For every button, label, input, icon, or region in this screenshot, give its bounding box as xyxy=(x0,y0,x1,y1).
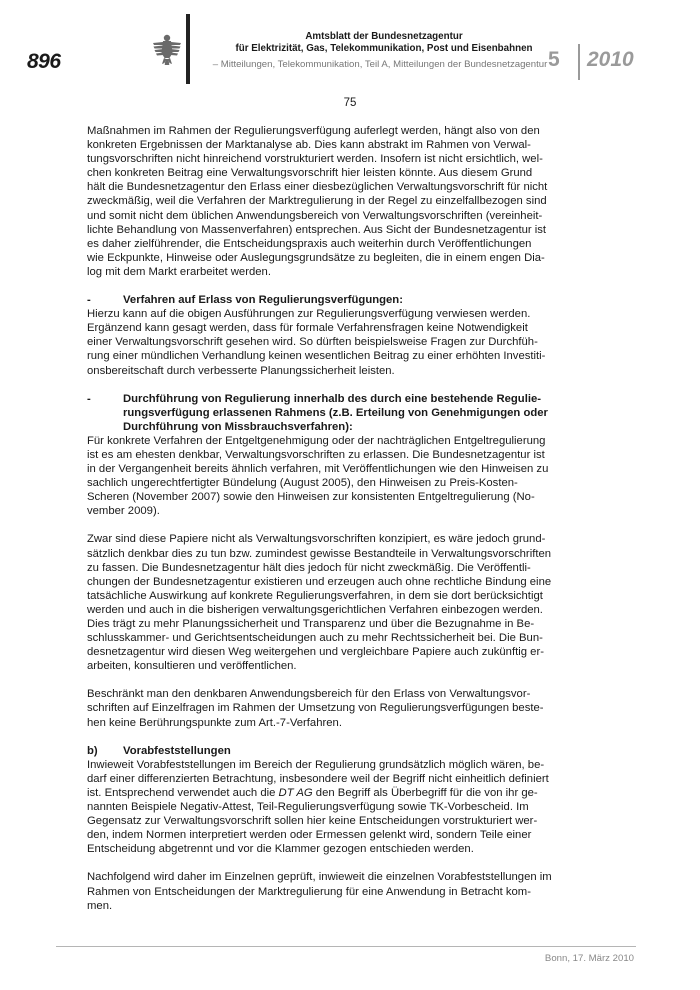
federal-eagle-icon xyxy=(152,33,182,67)
paragraph-7: Nachfolgend wird daher im Einzelnen geprüft, inwieweit die einzelnen Vorabfeststellungen im Rahmen von Entscheidungen der Marktregulierung für eine Anwendung in Betracht kom- men. xyxy=(87,871,552,912)
paragraph-4: Zwar sind diese Papiere nicht als Verwaltungsvorschriften konzipiert, es wäre jedoch grund- sätzlich denkbar dies zu tun bzw. zumindest gewisse Bestandteile in Verwaltungsvorschriften zu fassen. Die Bundesnetzagentur hält dies jedoch für nicht zweckmäßig. Die Veröffentli- chungen der Bundesnetzagentur existieren und erzeugen auch ohne rechtliche Bindung eine tatsächliche Auswirkung auf konkrete Regulierungsverfahren, in dem sie dort berücksichtigt werden und auch in die bisherigen verwaltungsgerichtlichen Verfahren einbezogen werden. Dies trägt zu mehr Planungssicherheit und Transparenz und über die Bezugnahme in Be- schlusskammer- und Gerichtsentscheidungen auch zu mehr Rechtssicherheit bei. Die Bun- desnetzagentur wird diesen Weg weitergehen und vergleichbare Papiere auch zukünftig er- arbeiten, konsultieren und veröffentlichen. xyxy=(87,533,552,673)
gazette-title xyxy=(196,31,572,54)
issue-number: 5 xyxy=(548,48,560,71)
paragraph-5: Beschränkt man den denkbaren Anwendungsbereich für den Erlass von Verwaltungsvor- schriften auf Einzelfragen im Rahmen der Umsetzung von Regulierungsverfügungen beste- hen keine Berührungspunkte zum Art.-7-Verfahren. xyxy=(87,688,544,729)
footer-divider xyxy=(56,946,636,947)
gazette-title-line2: für Elektrizität, Gas, Telekommunikation, Post und Eisenbahnen xyxy=(235,42,533,54)
header-divider xyxy=(186,14,190,84)
document-body xyxy=(87,124,597,913)
gazette-title-line1: Amtsblatt der Bundesnetzagentur xyxy=(305,31,463,42)
paragraph-3: Für konkrete Verfahren der Entgeltgenehmigung oder der nachträglichen Entgeltregulierung ist es am ehesten denkbar, Verwaltungsvorschriften zu erlassen. Die Bundesnetzagentur ist in der Vergangenheit bereits ähnlich verfahren, mit Veröffentlichungen wie den Hinweisen zu sachlich ungerechtfertigter Bündelung (August 2005), den Hinweisen zu Preis-Kosten- Scheren (November 2007) sowie den Hinweisen zur konsistenten Entgeltregulierung (No- vember 2009). xyxy=(87,434,549,518)
issue-divider xyxy=(578,44,580,80)
gazette-subtitle: – Mitteilungen, Telekommunikation, Teil A, Mitteilungen der Bundesnetzagentur – xyxy=(212,59,556,70)
section-heading-vorabfeststellungen: b) Vorabfeststellungen xyxy=(87,744,231,757)
paragraph-1: Maßnahmen im Rahmen der Regulierungsverfügung auferlegt werden, hängt also von den konkreten Ergebnissen der Marktanalyse ab. Dies kann abstrakt im Rahmen von Verwal- tungsvorschriften nicht hinreichend vorstrukturiert werden. Insofern ist nicht ersichtlich, wel- chen konkreten Beitrag eine Verwaltungsvorschrift hier leisten könnte. Aus diesem Grund hält die Bundesnetzagentur den Erlass einer diesbezüglichen Verwaltungsvorschrift für nicht zweckmäßig, weil die Verfahren der Marktregulierung in der Regel zu einzelfallbezogen sind und somit nicht dem üblichen Anwendungsbereich von Verwaltungsvorschriften (vereinheit- lichte Behandlung von Massenverfahren) entsprechen. Aus Sicht der Bundesnetzagentur ist es daher zielführender, die Entscheidungspraxis auch weiterhin durch Veröffentlichungen wie Eckpunkte, Hinweise oder Auslegungsgrundsätze zu begleiten, die in einem engen Dia- log mit dem Markt erarbeitet werden. xyxy=(87,125,548,278)
section-heading-durchfuehrung: - Durchführung von Regulierung innerhalb des durch eine bestehende Regulie- rungsverfügung erlassenen Rahmens (z.B. Erteilung von Genehmigungen oder Durchführung von Missbrauchsverfahren): xyxy=(87,392,548,433)
paragraph-6: Inwieweit Vorabfeststellungen im Bereich der Regulierung grundsätzlich möglich wären, be- darf einer differenzierten Betrachtung, insbesondere weil der Begriff nicht einheitlich definiert ist. Entsprechend verwendet auch die DT AG den Begriff als Überbegriff für die von ihr ge- nannten Beispiele Negativ-Attest, Teil-Regulierungsverfügung sowie TK-Vorbescheid. Im Gegensatz zur Verwaltungsvorschrift sollen hier keine Entscheidungen vorstrukturiert wer- den, indem Normen interpretiert werden oder Ermessen gelenkt wird, sondern Teile einer Entscheidung abgetrennt und vor die Klammer gezogen entschieden werden. xyxy=(87,758,549,856)
paragraph-2: Hierzu kann auf die obigen Ausführungen zur Regulierungsverfügung verwiesen werden. Ergänzend kann gesagt werden, dass für formale Verfahrensfragen keine Notwendigkeit einer Verwaltungsvorschrift gesehen wird. So dürften beispielsweise Fragen zur Durchfüh- rung einer mündlichen Verhandlung keinen wesentlichen Beitrag zu einer erhöhten Investiti- onsbereitschaft durch verbesserte Planungssicherheit leisten. xyxy=(87,308,546,377)
section-heading-verfahren: - Verfahren auf Erlass von Regulierungsverfügungen: xyxy=(87,294,403,307)
company-name-emphasis: DT AG xyxy=(278,786,313,799)
inner-page-number: 75 xyxy=(343,97,357,109)
issue-year: 2010 xyxy=(587,48,634,71)
page-number: 896 xyxy=(27,50,61,73)
footer-date: Bonn, 17. März 2010 xyxy=(544,953,634,964)
